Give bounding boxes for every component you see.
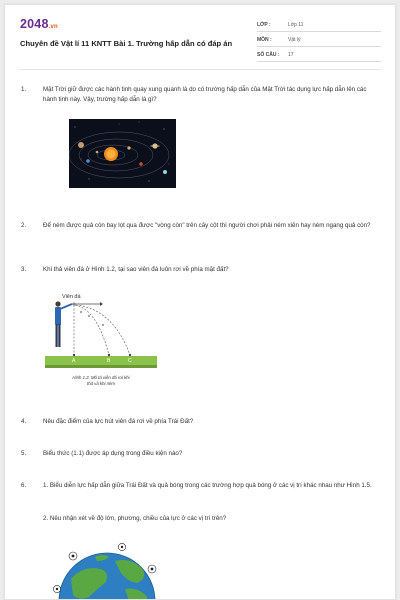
logo-text: 2048 <box>20 17 49 31</box>
question-3 <box>21 265 381 277</box>
question-number: 6. <box>21 482 27 489</box>
question-6-part-2 <box>43 514 381 526</box>
document-header <box>5 5 395 67</box>
meta-label: LỚP : <box>257 22 271 28</box>
question-text: Biểu thức (1.1) được áp dụng trong điều kiện nào? <box>43 450 183 457</box>
question-4 <box>21 417 381 429</box>
point-a: A <box>72 358 76 364</box>
question-2 <box>21 221 381 245</box>
solar-system-image <box>69 119 176 188</box>
caption-line: Hình 1.2. Mô tả viên đá rơi khi <box>72 375 130 380</box>
meta-row-subject <box>257 35 381 47</box>
document-title: Chuyên đề Vật lí 11 KNTT Bài 1. Trường hấp dẫn có đáp án <box>20 39 233 48</box>
question-number: 5. <box>21 450 27 457</box>
header-divider <box>19 69 381 70</box>
site-logo[interactable] <box>20 17 58 31</box>
question-text: Để ném được quả còn bay lọt qua được "vòng còn" trên cây cột thì người chơi phải ném xiên hay ném ngang quả còn? <box>43 222 371 229</box>
question-6 <box>21 481 381 505</box>
question-text: 1. Biểu diễn lực hấp dẫn giữa Trái Đất và quả bóng trong các trường hợp quả bóng ở các vị trí khác nhau như Hình 1.5. <box>43 482 372 489</box>
point-b: B <box>107 358 111 364</box>
falling-stone-diagram <box>45 289 157 369</box>
meta-row-count <box>257 50 381 62</box>
meta-value: 17 <box>288 52 294 58</box>
earth-ball-image <box>49 539 167 600</box>
point-c: C <box>128 358 132 364</box>
question-text: Mặt Trời giữ được các hành tinh quay xung quanh là do có trường hấp dẫn của Mặt Trời tác dụng lực hấp dẫn lên các hành tinh này. Vậy, trường hấp dẫn là gì? <box>43 86 367 103</box>
meta-label: SỐ CÂU : <box>257 52 280 58</box>
question-number: 3. <box>21 266 27 273</box>
question-number: 4. <box>21 418 27 425</box>
question-text: Khi thả viên đá ở Hình 1.2, tại sao viên đá luôn rơi về phía mặt đất? <box>43 266 229 273</box>
question-text: 2. Nêu nhận xét về độ lớn, phương, chiều của lực ở các vị trí trên? <box>43 515 227 522</box>
question-number: 2. <box>21 222 27 229</box>
document-page <box>4 4 396 600</box>
meta-value: Lớp 11 <box>288 22 304 28</box>
logo-tld: .vn <box>48 24 58 30</box>
question-1 <box>21 85 381 109</box>
question-text: Nêu đặc điểm của lực hút viên đá rơi về phía Trái Đất? <box>43 418 194 425</box>
meta-row-class <box>257 20 381 32</box>
meta-value: Vật lý <box>288 37 301 43</box>
document-meta <box>257 20 381 65</box>
meta-label: MÔN : <box>257 37 272 43</box>
stone-label: Viên đá <box>62 294 81 300</box>
question-number: 1. <box>21 86 27 93</box>
figure-caption <box>51 375 151 386</box>
caption-line: thả và khi ném <box>87 380 115 386</box>
question-5 <box>21 449 381 461</box>
